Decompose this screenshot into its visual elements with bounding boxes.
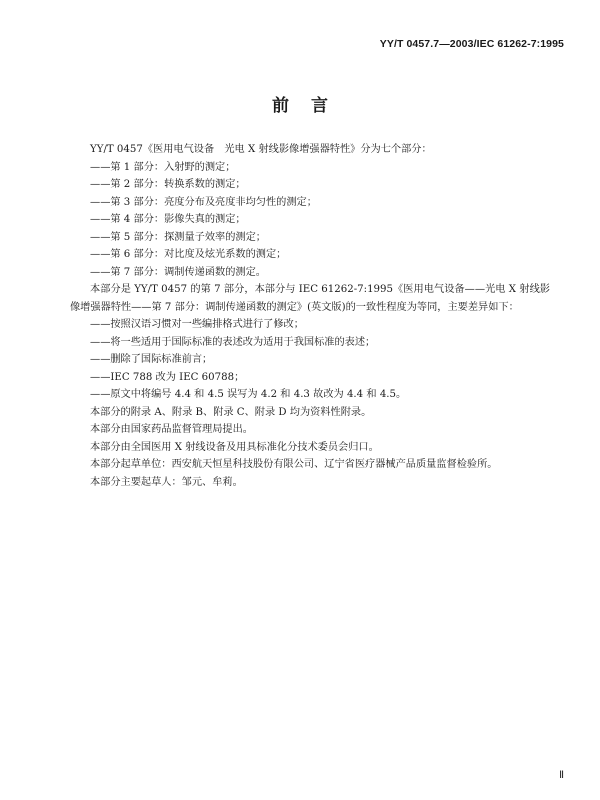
list-item-difference-1: ——按照汉语习惯对一些编排格式进行了修改； xyxy=(90,319,304,330)
paragraph-annexes: 本部分的附录 A、附录 B、附录 C、附录 D 均为资料性附录。 xyxy=(90,406,372,418)
list-item-part-2: ——第 2 部分：转换系数的测定； xyxy=(90,179,246,190)
foreword-body xyxy=(70,141,550,491)
list-item-part-1: ——第 1 部分：入射野的测定； xyxy=(90,161,236,173)
list-item-difference-2: ——将一些适用于国际标准的表述改为适用于我国标准的表述； xyxy=(90,336,376,348)
list-item-difference-5: ——原文中将编号 4.4 和 4.5 误写为 4.2 和 4.3 故改为 4.4 和 4.5。 xyxy=(90,389,407,400)
paragraph-equivalence: 本部分是 YY/T 0457 的第 7 部分，本部分与 IEC 61262-7:1995《医用电气设备——光电 X 射线影像增强器特性——第 7 部分：调制传递函数的测定》(英文版)的一致性程度为等同，主要差异如下： xyxy=(70,284,550,313)
list-item-part-4: ——第 4 部分：影像失真的测定； xyxy=(90,214,246,225)
list-item-difference-4: ——IEC 788 改为 IEC 60788； xyxy=(90,371,245,383)
list-item-part-7: ——第 7 部分：调制传递函数的测定。 xyxy=(90,266,266,278)
standard-number-header: YY/T 0457.7—2003/IEC 61262-7:1995 xyxy=(379,38,564,50)
paragraph-intro: YY/T 0457《医用电气设备 光电 X 射线影像增强器特性》分为七个部分： xyxy=(90,144,432,155)
paragraph-proposed-by: 本部分由国家药品监督管理局提出。 xyxy=(90,424,253,435)
page-number: Ⅱ xyxy=(559,770,564,781)
list-item-part-6: ——第 6 部分：对比度及炫光系数的测定； xyxy=(90,249,287,260)
paragraph-drafting-units: 本部分起草单位：西安航天恒星科技股份有限公司、辽宁省医疗器械产品质量监督检验所。 xyxy=(90,459,498,470)
list-item-difference-3: ——删除了国际标准前言； xyxy=(90,354,213,365)
paragraph-drafters: 本部分主要起草人：邹元、牟莉。 xyxy=(90,476,243,488)
list-item-part-3: ——第 3 部分：亮度分布及亮度非均匀性的测定； xyxy=(90,196,317,208)
page-title: 前言 xyxy=(272,96,350,116)
paragraph-managed-by: 本部分由全国医用 X 射线设备及用具标准化分技术委员会归口。 xyxy=(90,441,379,453)
list-item-part-5: ——第 5 部分：探测量子效率的测定； xyxy=(90,231,266,243)
